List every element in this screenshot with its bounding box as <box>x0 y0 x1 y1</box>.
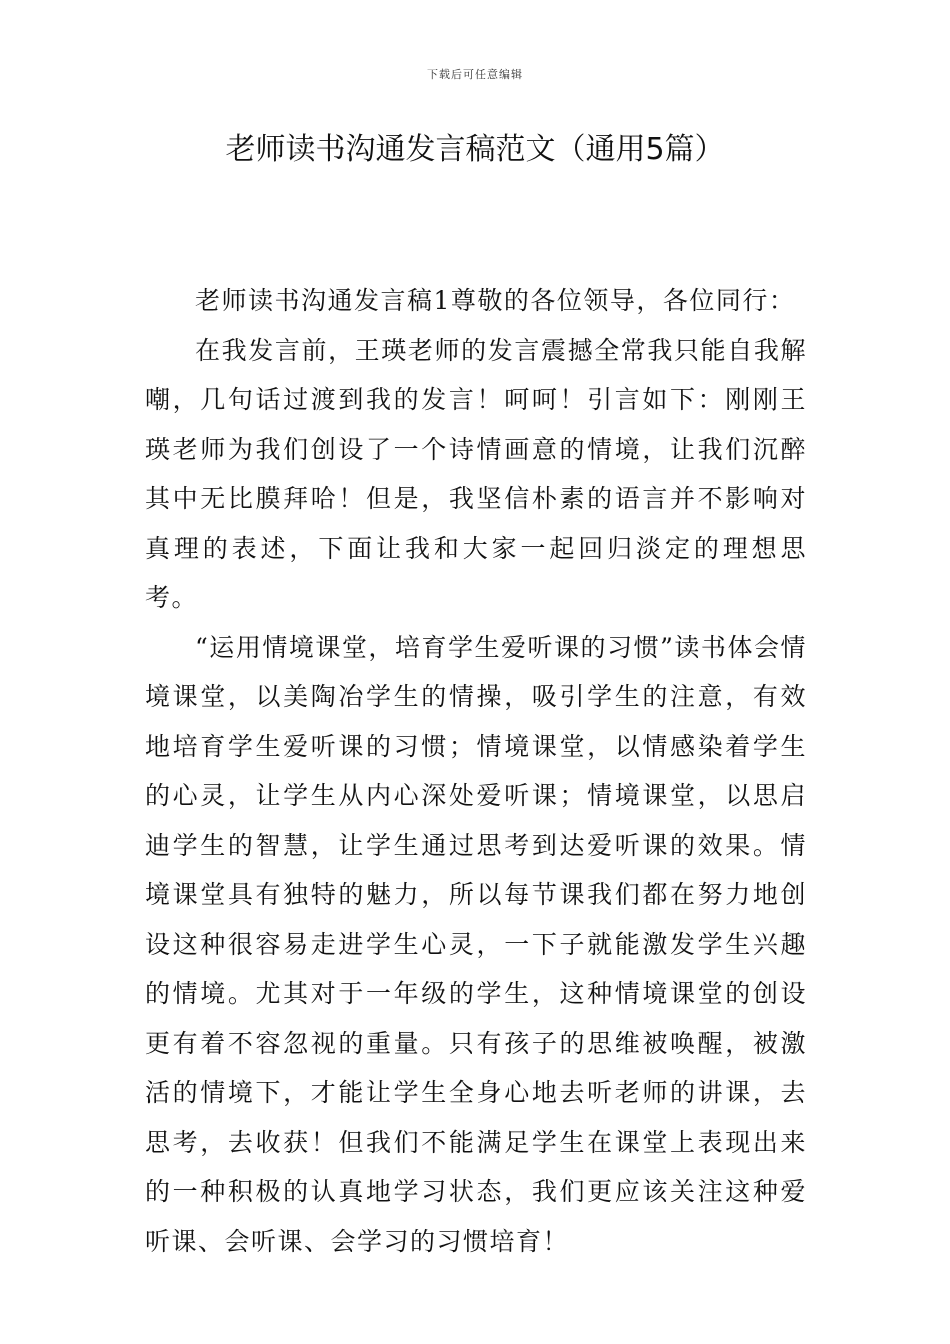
document-body <box>145 276 807 1266</box>
header-note: 下载后可任意编辑 <box>427 68 523 81</box>
paragraph-opening: 在我发言前，王瑛老师的发言震撼全常我只能自我解嘲，几句话过渡到我的发言！呵呵！引言如下：刚刚王瑛老师为我们创设了一个诗情画意的情境，让我们沉醉其中无比膜拜哈！但是，我坚信朴素的语言并不影响对真理的表述，下面让我和大家一起回归淡定的理想思考。 <box>145 335 807 612</box>
document-title: 老师读书沟通发言稿范文（通用5篇） <box>225 132 725 167</box>
paragraph-intro: 老师读书沟通发言稿1尊敬的各位领导，各位同行： <box>195 286 796 315</box>
paragraph-main: “运用情境课堂，培育学生爱听课的习惯”读书体会情境课堂，以美陶冶学生的情操，吸引学生的注意，有效地培育学生爱听课的习惯；情境课堂，以情感染着学生的心灵，让学生从内心深处爱听课；情境课堂，以思启迪学生的智慧，让学生通过思考到达爱听课的效果。情境课堂具有独特的魅力，所以每节课我们都在努力地创设这种很容易走进学生心灵，一下子就能激发学生兴趣的情境。尤其对于一年级的学生，这种情境课堂的创设更有着不容忽视的重量。只有孩子的思维被唤醒，被激活的情境下，才能让学生全身心地去听老师的讲课，去思考，去收获！但我们不能满足学生在课堂上表现出来的一种积极的认真地学习状态，我们更应该关注这种爱听课、会听课、会学习的习惯培育！ <box>145 632 807 1256</box>
